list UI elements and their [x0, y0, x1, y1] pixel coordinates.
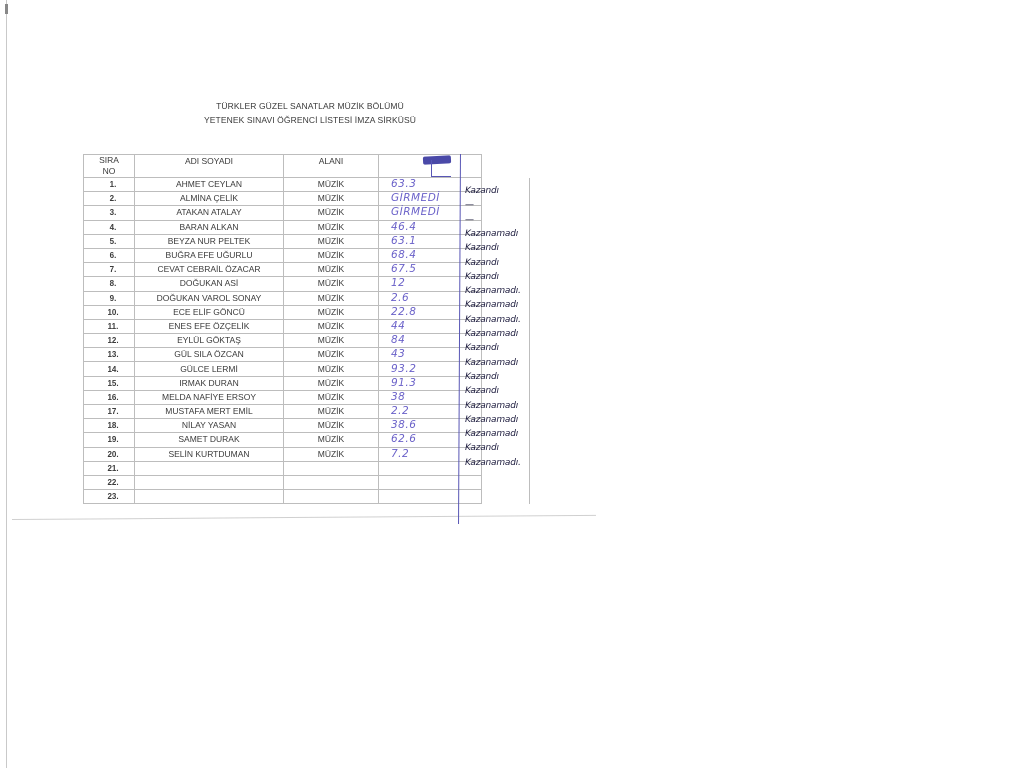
student-area: MÜZİK: [284, 178, 379, 192]
row-number: 5.: [84, 234, 135, 248]
header-area: ALANI: [284, 155, 379, 178]
row-number: 2.: [84, 192, 135, 206]
row-number: 10.: [84, 305, 135, 319]
handwritten-result: Kazandı: [465, 186, 499, 196]
table-row: [84, 475, 530, 489]
table-row: [84, 419, 530, 433]
handwritten-result: Kazandı: [465, 343, 499, 354]
row-number: 4.: [84, 220, 135, 234]
student-roster-table: [83, 154, 530, 504]
row-number: 21.: [84, 461, 135, 475]
row-number: 9.: [84, 291, 135, 305]
table-row: [84, 178, 530, 192]
student-area: MÜZİK: [284, 263, 379, 277]
row-number: 1.: [84, 178, 135, 192]
table-row: [84, 348, 530, 362]
handwritten-score: 38.6: [379, 419, 482, 433]
handwritten-score: 12: [379, 277, 482, 291]
student-area: MÜZİK: [284, 248, 379, 262]
handwritten-score: GİRMEDİ: [379, 206, 482, 220]
student-name: NİLAY YASAN: [135, 419, 284, 433]
student-area: MÜZİK: [284, 348, 379, 362]
student-name: ENES EFE ÖZÇELİK: [135, 319, 284, 333]
handwritten-result: Kazanamadı: [465, 400, 519, 411]
student-name: ATAKAN ATALAY: [135, 206, 284, 220]
row-number: 19.: [84, 433, 135, 447]
paper-bottom-edge: [12, 515, 596, 520]
student-area: MÜZİK: [284, 234, 379, 248]
result-cell: [482, 490, 530, 504]
handwritten-result: Kazandı: [465, 386, 499, 397]
handwritten-result: Kazanamadı.: [465, 314, 521, 325]
handwritten-result: Kazanamadı: [465, 228, 519, 239]
handwritten-score: 38: [379, 390, 482, 404]
table-row: [84, 220, 530, 234]
result-cell: [482, 206, 530, 220]
handwritten-score: 84: [379, 334, 482, 348]
student-name: BARAN ALKAN: [135, 220, 284, 234]
student-area: MÜZİK: [284, 405, 379, 419]
student-area: MÜZİK: [284, 376, 379, 390]
row-number: 15.: [84, 376, 135, 390]
handwritten-result: Kazanamadı: [465, 300, 519, 311]
table-row: [84, 362, 530, 376]
handwritten-score: [379, 490, 482, 504]
result-cell: [482, 475, 530, 489]
table-row: [84, 334, 530, 348]
row-number: 23.: [84, 490, 135, 504]
student-name: [135, 490, 284, 504]
student-area: MÜZİK: [284, 433, 379, 447]
table-row: [84, 319, 530, 333]
student-area: MÜZİK: [284, 305, 379, 319]
student-area: MÜZİK: [284, 206, 379, 220]
handwritten-result: Kazanamadı.: [465, 457, 521, 468]
student-name: DOĞUKAN VAROL SONAY: [135, 291, 284, 305]
student-name: CEVAT CEBRAİL ÖZACAR: [135, 263, 284, 277]
student-area: MÜZİK: [284, 362, 379, 376]
handwritten-result: Kazandı: [465, 271, 499, 282]
handwritten-score: 67.5: [379, 263, 482, 277]
handwritten-score: 46.4: [379, 220, 482, 234]
document-title-line1: TÜRKLER GÜZEL SANATLAR MÜZİK BÖLÜMÜ: [216, 101, 404, 111]
row-number: 7.: [84, 263, 135, 277]
row-number: 18.: [84, 419, 135, 433]
table-row: [84, 490, 530, 504]
table-row: [84, 433, 530, 447]
handwritten-result: —: [465, 200, 474, 211]
table-row: [84, 376, 530, 390]
student-area: MÜZİK: [284, 291, 379, 305]
row-number: 6.: [84, 248, 135, 262]
handwritten-score: 43: [379, 348, 482, 362]
student-name: MUSTAFA MERT EMİL: [135, 405, 284, 419]
student-name: IRMAK DURAN: [135, 376, 284, 390]
handwritten-score: 62.6: [379, 433, 482, 447]
student-area: MÜZİK: [284, 334, 379, 348]
row-number: 20.: [84, 447, 135, 461]
row-number: 12.: [84, 334, 135, 348]
scan-edge-mark: [5, 4, 8, 14]
student-name: ECE ELİF GÖNCÜ: [135, 305, 284, 319]
student-name: AHMET CEYLAN: [135, 178, 284, 192]
student-area: MÜZİK: [284, 192, 379, 206]
pen-stroke: [431, 160, 432, 176]
header-no: NO: [102, 166, 116, 176]
student-name: DOĞUKAN ASİ: [135, 277, 284, 291]
student-name: GÜLCE LERMİ: [135, 362, 284, 376]
row-number: 14.: [84, 362, 135, 376]
handwritten-result: Kazanamadı: [465, 414, 519, 425]
table-row: [84, 263, 530, 277]
handwritten-result: Kazanamadı: [465, 429, 519, 440]
student-name: MELDA NAFİYE ERSOY: [135, 390, 284, 404]
table-row: [84, 234, 530, 248]
student-name: SAMET DURAK: [135, 433, 284, 447]
student-area: MÜZİK: [284, 390, 379, 404]
student-area: MÜZİK: [284, 447, 379, 461]
row-number: 16.: [84, 390, 135, 404]
handwritten-result: Kazanamadı: [465, 357, 519, 368]
handwritten-result: —: [465, 214, 474, 225]
row-number: 22.: [84, 475, 135, 489]
student-area: [284, 490, 379, 504]
handwritten-result: Kazanamadı: [465, 329, 519, 339]
handwritten-result: Kazanamadı.: [465, 286, 521, 297]
table-row: [84, 405, 530, 419]
header-sira-no: [84, 155, 135, 178]
row-number: 13.: [84, 348, 135, 362]
table-header-row: [84, 155, 530, 178]
student-area: MÜZİK: [284, 319, 379, 333]
pen-stroke: [431, 176, 451, 177]
row-number: 11.: [84, 319, 135, 333]
handwritten-result: Kazandı: [465, 243, 499, 254]
header-name: ADI SOYADI: [135, 155, 284, 178]
student-name: [135, 461, 284, 475]
student-name: [135, 475, 284, 489]
student-area: MÜZİK: [284, 419, 379, 433]
student-name: BEYZA NUR PELTEK: [135, 234, 284, 248]
table-row: [84, 192, 530, 206]
handwritten-score: 2.6: [379, 291, 482, 305]
handwritten-score: [379, 475, 482, 489]
table-row: [84, 461, 530, 475]
student-area: MÜZİK: [284, 277, 379, 291]
table-row: [84, 447, 530, 461]
student-name: ALMİNA ÇELİK: [135, 192, 284, 206]
table-row: [84, 390, 530, 404]
student-area: [284, 475, 379, 489]
scribbled-out-header: [423, 155, 451, 164]
handwritten-score: 93.2: [379, 362, 482, 376]
table-row: [84, 248, 530, 262]
handwritten-score: 2.2: [379, 405, 482, 419]
handwritten-score: 44: [379, 319, 482, 333]
student-area: MÜZİK: [284, 220, 379, 234]
student-area: [284, 461, 379, 475]
table-row: [84, 206, 530, 220]
row-number: 3.: [84, 206, 135, 220]
table-row: [84, 291, 530, 305]
handwritten-score: 68.4: [379, 248, 482, 262]
scan-edge-line: [6, 0, 7, 768]
row-number: 8.: [84, 277, 135, 291]
handwritten-score: 63.3: [379, 178, 482, 192]
document-title-line2: YETENEK SINAVI ÖĞRENCİ LİSTESİ İMZA SİRKÜSÜ: [204, 115, 416, 125]
handwritten-result: Kazandı: [465, 371, 499, 382]
handwritten-result: Kazandı: [465, 257, 499, 268]
handwritten-score: GİRMEDİ: [379, 192, 482, 206]
row-number: 17.: [84, 405, 135, 419]
table-row: [84, 305, 530, 319]
student-name: GÜL SILA ÖZCAN: [135, 348, 284, 362]
table-row: [84, 277, 530, 291]
student-name: SELİN KURTDUMAN: [135, 447, 284, 461]
student-name: EYLÜL GÖKTAŞ: [135, 334, 284, 348]
handwritten-result: Kazandı: [465, 443, 499, 454]
handwritten-score: 7.2: [379, 447, 482, 461]
handwritten-score: 91.3: [379, 376, 482, 390]
student-name: BUĞRA EFE UĞURLU: [135, 248, 284, 262]
handwritten-score: 22.8: [379, 305, 482, 319]
header-sira: SIRA: [99, 155, 119, 165]
handwritten-score: 63.1: [379, 234, 482, 248]
header-result: [482, 155, 530, 178]
